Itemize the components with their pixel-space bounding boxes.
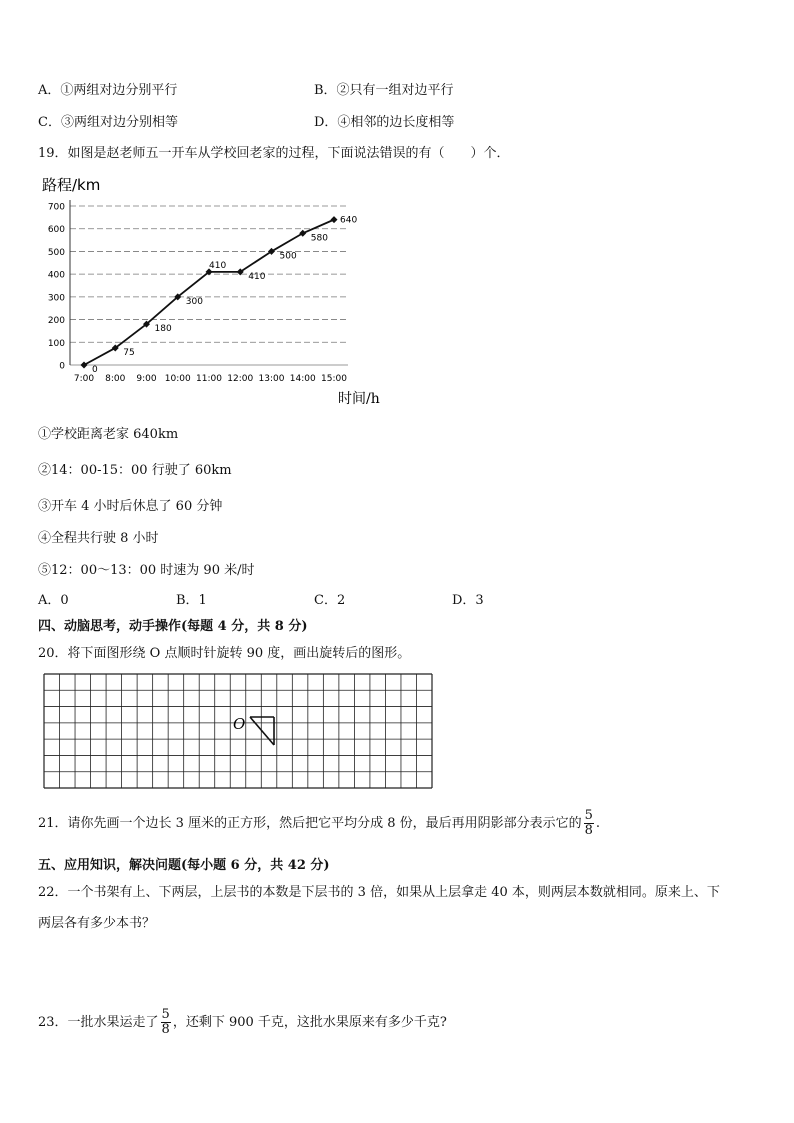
data-point bbox=[81, 362, 88, 369]
x-tick-label: 8:00 bbox=[105, 374, 126, 384]
section-4-title: 四、动脑思考，动手操作(每题 4 分，共 8 分) bbox=[38, 619, 308, 634]
question-21-end: . bbox=[595, 816, 601, 831]
data-label: 410 bbox=[209, 260, 227, 271]
y-tick-label: 200 bbox=[47, 316, 65, 327]
statement-2: ②14：00-15：00 行驶了 60km bbox=[38, 463, 232, 478]
x-tick-label: 7:00 bbox=[73, 374, 95, 384]
option-b-prev: B．②只有一组对边平行 bbox=[314, 83, 454, 98]
chart-y-ticks bbox=[48, 203, 65, 372]
x-tick-label: 12:00 bbox=[227, 374, 254, 384]
y-tick-label: 500 bbox=[47, 247, 65, 258]
point-o-label: O bbox=[233, 715, 246, 733]
section-5-title: 五、应用知识，解决问题(每小题 6 分，共 42 分) bbox=[38, 858, 330, 873]
statement-1: ①学校距离老家 640km bbox=[38, 427, 179, 442]
q19-option-c: C．2 bbox=[314, 593, 346, 608]
q19-option-d: D．3 bbox=[452, 593, 484, 608]
triangle-shape bbox=[250, 717, 274, 745]
x-tick-label: 9:00 bbox=[136, 374, 157, 384]
question-22-line-2: 两层各有多少本书？ bbox=[38, 916, 156, 931]
x-tick-label: 13:00 bbox=[258, 374, 285, 384]
question-23 bbox=[38, 1005, 447, 1041]
chart-x-axis-label: 时间/h bbox=[338, 391, 380, 407]
rotation-grid bbox=[43, 673, 435, 791]
data-label: 180 bbox=[154, 324, 172, 335]
y-tick-label: 100 bbox=[47, 338, 65, 349]
x-tick-label: 11:00 bbox=[196, 374, 222, 384]
data-label: 580 bbox=[310, 233, 328, 244]
series-line bbox=[84, 220, 334, 365]
data-point bbox=[331, 216, 338, 223]
data-label: 640 bbox=[340, 215, 358, 226]
fraction-denominator: 8 bbox=[584, 823, 593, 838]
statement-5: ⑤12：00～13：00 时速为 90 米/时 bbox=[38, 563, 255, 578]
data-label: 500 bbox=[279, 251, 297, 262]
x-tick-label: 15:00 bbox=[321, 374, 347, 384]
data-label: 0 bbox=[92, 365, 98, 375]
chart-y-axis-label: 路程/km bbox=[42, 176, 101, 194]
fraction-five-eighths-q23 bbox=[161, 1008, 171, 1037]
question-21-text: 21．请你先画一个边长 3 厘米的正方形，然后把它平均分成 8 份，最后再用阴影部分表示它的 bbox=[38, 816, 582, 831]
y-tick-label: 300 bbox=[47, 293, 65, 304]
option-a-prev: A．①两组对边分别平行 bbox=[38, 83, 178, 98]
chart-x-ticks bbox=[74, 374, 347, 384]
fraction-numerator: 5 bbox=[161, 1007, 170, 1022]
question-23-end: ，还剩下 900 千克，这批水果原来有多少千克? bbox=[172, 1015, 447, 1030]
data-label: 410 bbox=[248, 271, 266, 282]
fraction-denominator: 8 bbox=[161, 1022, 170, 1037]
triangle-diagonal-edge bbox=[250, 717, 274, 745]
y-tick-label: 400 bbox=[47, 270, 65, 281]
chart-series bbox=[81, 216, 358, 375]
x-tick-label: 14:00 bbox=[289, 374, 316, 384]
q19-option-a: A．0 bbox=[38, 593, 69, 608]
question-22-line-1: 22．一个书架有上、下两层，上层书的本数是下层书的 3 倍，如果从上层拿走 40 本，则两层本数就相同。原来上、下 bbox=[38, 885, 720, 900]
y-tick-label: 0 bbox=[59, 361, 65, 372]
option-c-prev: C．③两组对边分别相等 bbox=[38, 115, 178, 130]
distance-time-line-chart bbox=[38, 172, 380, 412]
question-20: 20．将下面图形绕 O 点顺时针旋转 90 度，画出旋转后的图形。 bbox=[38, 646, 411, 661]
y-tick-label: 700 bbox=[47, 202, 65, 213]
question-19-stem: 19．如图是赵老师五一开车从学校回老家的过程，下面说法错误的有（ ）个． bbox=[38, 146, 510, 161]
statement-3: ③开车 4 小时后休息了 60 分钟 bbox=[38, 499, 223, 514]
data-label: 300 bbox=[185, 296, 203, 307]
data-label: 75 bbox=[123, 347, 135, 358]
question-21 bbox=[38, 806, 600, 842]
q19-option-b: B．1 bbox=[176, 593, 207, 608]
y-tick-label: 600 bbox=[47, 225, 65, 236]
question-23-text: 23．一批水果运走了 bbox=[38, 1015, 159, 1030]
x-tick-label: 10:00 bbox=[164, 374, 191, 384]
fraction-five-eighths bbox=[584, 809, 594, 838]
statement-4: ④全程共行驶 8 小时 bbox=[38, 531, 159, 546]
fraction-numerator: 5 bbox=[584, 808, 593, 823]
chart-grid bbox=[70, 200, 348, 365]
option-d-prev: D．④相邻的边长度相等 bbox=[314, 115, 455, 130]
